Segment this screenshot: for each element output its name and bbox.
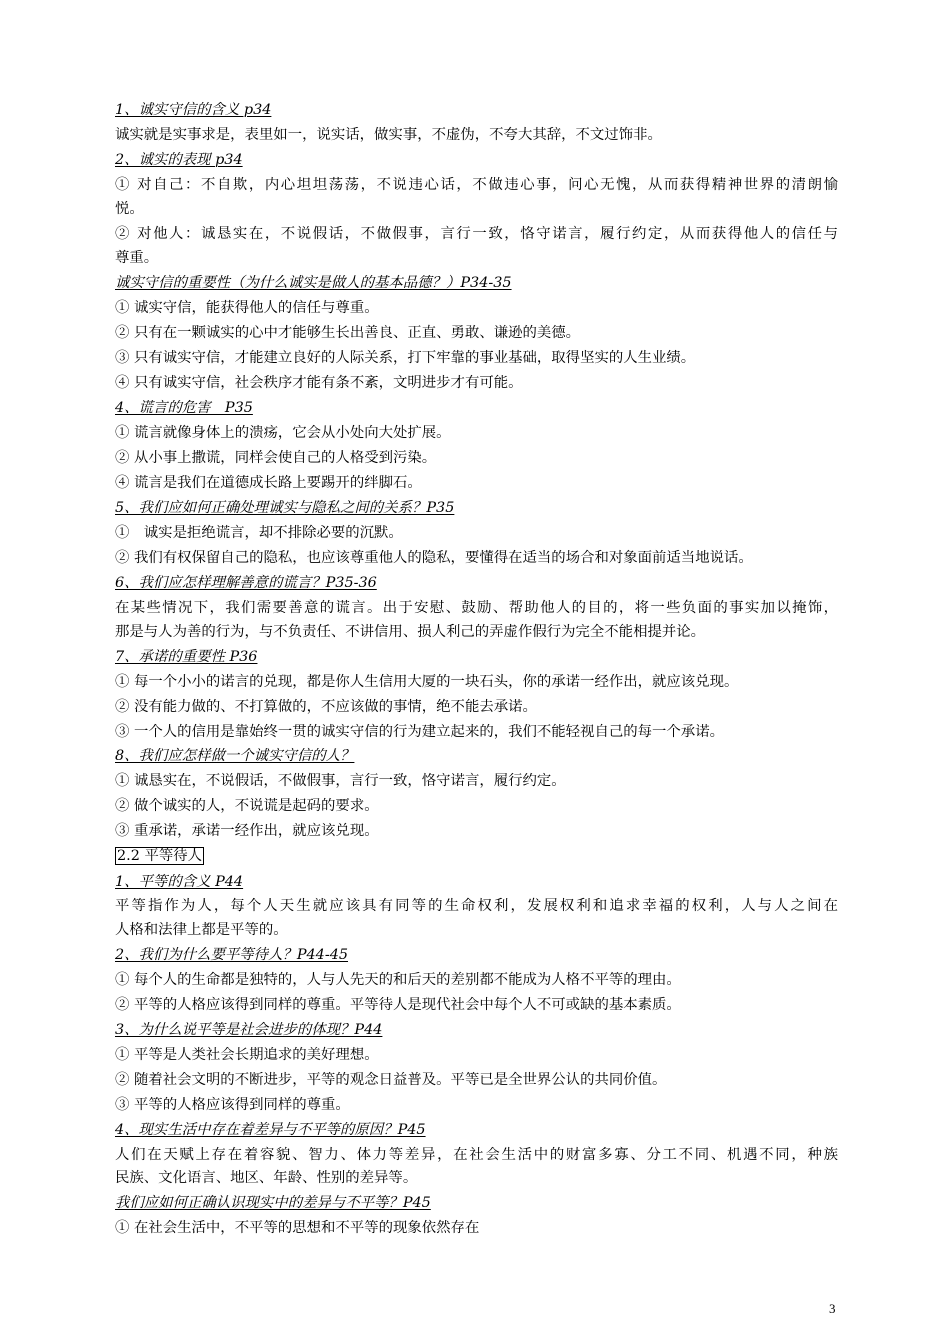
body-text-line: ② 我们有权保留自己的隐私，也应该尊重他人的隐私，要懂得在适当的场合和对象面前适当地说话。 [115, 550, 753, 566]
body-text-line: ① 诚恳实在，不说假话，不做假事，言行一致，恪守诺言，履行约定。 [115, 773, 566, 789]
section-heading-text: 4、谎言的危害 P35 [115, 400, 253, 416]
section-heading [115, 746, 368, 766]
section-heading-text: 4、现实生活中存在着差异与不平等的原因？P45 [115, 1122, 426, 1138]
body-text-line: ② 随着社会文明的不断进步，平等的观念日益普及。平等已是全世界公认的共同价值。 [115, 1072, 667, 1088]
body-text-line: ④ 只有诚实守信，社会秩序才能有条不紊，文明进步才有可能。 [115, 375, 523, 391]
page-number: 3 [829, 1301, 836, 1316]
section-heading-text: 2、我们为什么要平等待人？P44-45 [115, 947, 349, 963]
body-text-line: 诚实就是实事求是，表里如一，说实话，做实事，不虚伪，不夸大其辞，不文过饰非。 [115, 127, 662, 143]
body-text-line: ② 对他人：诚恳实在，不说假话，不做假事，言行一致，恪守诺言，履行约定，从而获得他人的信任与 [115, 226, 838, 242]
section-heading [115, 273, 526, 293]
body-text-line: ② 从小事上撒谎，同样会使自己的人格受到污染。 [115, 450, 437, 466]
section-heading-text: 7、承诺的重要性 P36 [115, 649, 258, 665]
section-heading [115, 398, 267, 418]
body-text-line: ③ 只有诚实守信，才能建立良好的人际关系，打下牢靠的事业基础，取得坚实的人生业绩。 [115, 350, 696, 366]
section-heading-text: 1、诚实守信的含义 p34 [115, 102, 272, 118]
section-heading [115, 1120, 440, 1140]
body-text-line: ① 谎言就像身体上的溃疡，它会从小处向大处扩展。 [115, 425, 451, 441]
body-text-line: 平等指作为人，每个人天生就应该具有同等的生命权利，发展权利和追求幸福的权利，人与人之间在 [115, 898, 838, 914]
section-heading-text: 我们应如何正确认识现实中的差异与不平等？P45 [115, 1195, 431, 1211]
body-text-line: ③ 平等的人格应该得到同样的尊重。 [115, 1097, 350, 1113]
chapter-title-text: 2.2 平等待人 [117, 848, 203, 864]
body-text-line: ③ 一个人的信用是靠始终一贯的诚实守信的行为建立起来的，我们不能轻视自己的每一个承诺。 [115, 724, 724, 740]
body-text-line: ① 每个人的生命都是独特的，人与人先天的和后天的差别都不能成为人格不平等的理由。 [115, 972, 681, 988]
section-heading [115, 100, 285, 120]
body-text-line: 悦。 [115, 201, 144, 217]
section-heading-text: 8、我们应怎样做一个诚实守信的人？ [115, 748, 355, 764]
body-text-line: ② 平等的人格应该得到同样的尊重。平等待人是现代社会中每个人不可或缺的基本素质。 [115, 997, 681, 1013]
body-text-line: 人们在天赋上存在着容貌、智力、体力等差异，在社会生活中的财富多寡、分工不同、机遇不同，种族 [115, 1147, 838, 1163]
body-text-line: 人格和法律上都是平等的。 [115, 922, 288, 938]
body-text-line: 在某些情况下，我们需要善意的谎言。出于安慰、鼓励、帮助他人的目的，将一些负面的事实加以掩饰， [115, 600, 838, 616]
section-heading [115, 647, 271, 667]
section-heading-text: 1、平等的含义 P44 [115, 874, 244, 890]
body-text-line: ③ 重承诺，承诺一经作出，就应该兑现。 [115, 823, 379, 839]
section-heading [115, 150, 257, 170]
section-heading [115, 1193, 445, 1213]
section-heading [115, 573, 391, 593]
body-text-line: 民族、文化语言、地区、年龄、性别的差异等。 [115, 1170, 418, 1186]
section-heading [115, 1020, 396, 1040]
body-text-line: ② 没有能力做的、不打算做的，不应该做的事情，绝不能去承诺。 [115, 699, 537, 715]
section-heading-text: 5、我们应如何正确处理诚实与隐私之间的关系？P35 [115, 500, 455, 516]
section-heading [115, 498, 468, 518]
body-text-line: 那是与人为善的行为，与不负责任、不讲信用、损人利己的弄虚作假行为完全不能相提并论。 [115, 624, 706, 640]
body-text-line: ② 做个诚实的人，不说谎是起码的要求。 [115, 798, 379, 814]
section-heading-text: 3、为什么说平等是社会进步的体现？P44 [115, 1022, 383, 1038]
body-text-line: 尊重。 [115, 250, 159, 266]
section-heading-text: 2、诚实的表现 p34 [115, 152, 243, 168]
body-text-line: ① 诚实是拒绝谎言，却不排除必要的沉默。 [115, 525, 403, 541]
body-text-line: ① 诚实守信，能获得他人的信任与尊重。 [115, 300, 379, 316]
section-heading [115, 872, 257, 892]
chapter-title [115, 846, 204, 866]
body-text-line: ① 每一个小小的诺言的兑现，都是你人生信用大厦的一块石头，你的承诺一经作出，就应该兑现。 [115, 674, 739, 690]
section-heading [115, 945, 362, 965]
body-text-line: ① 平等是人类社会长期追求的美好理想。 [115, 1047, 379, 1063]
body-text-line: ① 对自己：不自欺，内心坦坦荡荡，不说违心话，不做违心事，问心无愧，从而获得精神世界的清朗愉 [115, 177, 838, 193]
body-text-line: ④ 谎言是我们在道德成长路上要踢开的绊脚石。 [115, 475, 422, 491]
section-heading-text: 诚实守信的重要性（为什么诚实是做人的基本品德？）P34-35 [115, 275, 512, 291]
body-text-line: ① 在社会生活中，不平等的思想和不平等的现象依然存在 [115, 1220, 480, 1236]
body-text-line: ② 只有在一颗诚实的心中才能够生长出善良、正直、勇敢、谦逊的美德。 [115, 325, 581, 341]
section-heading-text: 6、我们应怎样理解善意的谎言？P35-36 [115, 575, 377, 591]
